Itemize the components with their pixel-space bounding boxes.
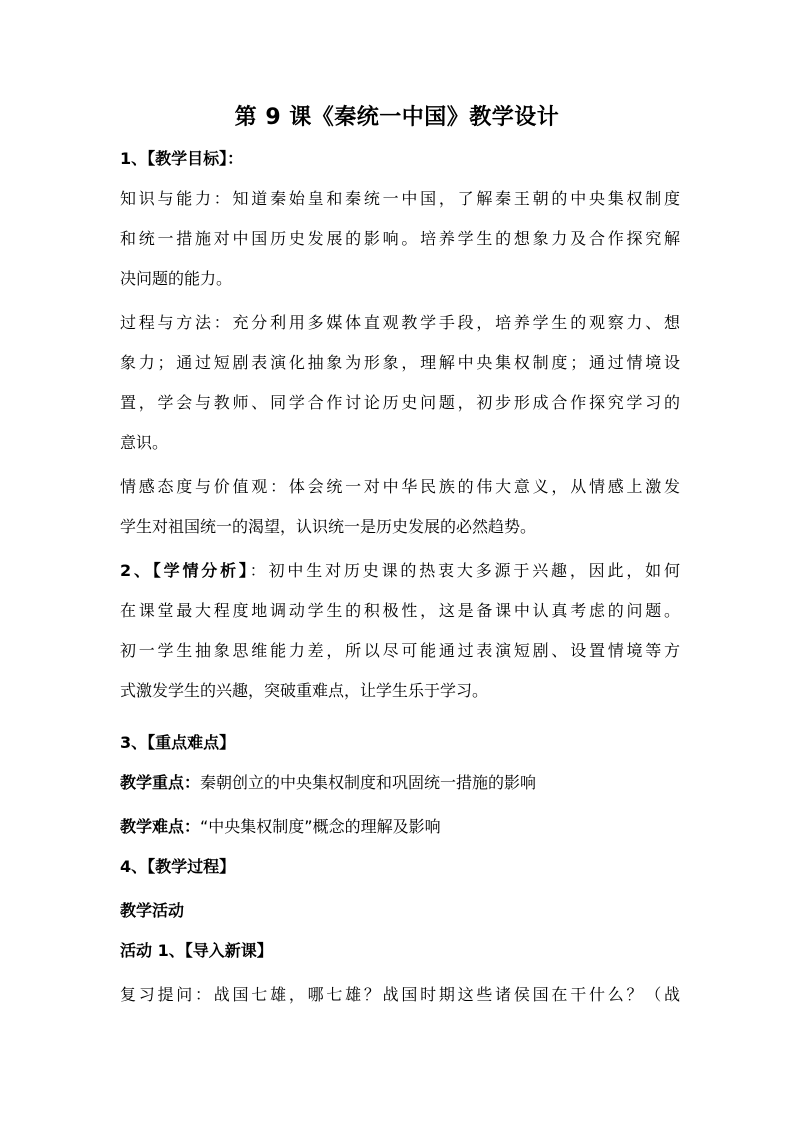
page-title: 第 9 课《秦统一中国》教学设计: [234, 105, 560, 130]
section-learner-analysis-heading: 2、【学情分析】: [120, 561, 250, 580]
key-point-label: 教学重点：: [120, 773, 201, 792]
learner-analysis-line-2: 在课堂最大程度地调动学生的积极性，这是备课中认真考虑的问题。: [120, 601, 680, 620]
difficult-point-text: “中央集权制度”概念的理解及影响: [200, 817, 441, 836]
teaching-activities-heading: 教学活动: [120, 901, 185, 920]
goal-process-line-2: 象力；通过短剧表演化抽象为形象，理解中央集权制度；通过情境设: [120, 353, 680, 372]
difficult-point-line: [120, 815, 680, 839]
learner-analysis-line-4: 式激发学生的兴趣，突破重难点，让学生乐于学习。: [120, 681, 489, 700]
key-point-text: 秦朝创立的中央集权制度和巩固统一措施的影响: [200, 773, 537, 792]
goal-knowledge-line-2: 和统一措施对中国历史发展的影响。培养学生的想象力及合作探究解: [120, 229, 680, 248]
goal-emotion-line-1: 情感态度与价值观：体会统一对中华民族的伟大意义，从情感上激发: [120, 477, 680, 496]
learner-analysis-line-1: [120, 559, 680, 583]
learner-analysis-line-1-text: ：初中生对历史课的热衷大多源于兴趣，因此，如何: [249, 561, 680, 580]
key-point-line: [120, 771, 680, 795]
goal-process-line-1: 过程与方法：充分利用多媒体直观教学手段，培养学生的观察力、想: [120, 313, 680, 332]
goal-knowledge-line-3: 决问题的能力。: [120, 269, 233, 288]
goal-process-line-4: 意识。: [120, 433, 169, 452]
section-key-difficult-heading: 3、【重点难点】: [120, 733, 236, 752]
difficult-point-label: 教学难点：: [120, 817, 201, 836]
section-teaching-goals-heading: 1、【教学目标】：: [120, 149, 244, 168]
goal-process-line-3: 置，学会与教师、同学合作讨论历史问题，初步形成合作探究学习的: [120, 393, 680, 412]
section-teaching-process-heading: 4、【教学过程】: [120, 857, 236, 876]
activity-1-heading: 活动 1、【导入新课】: [120, 941, 273, 960]
goal-emotion-line-2: 学生对祖国统一的渴望，认识统一是历史发展的必然趋势。: [120, 517, 537, 536]
review-question-line: 复习提问：战国七雄，哪七雄？战国时期这些诸侯国在干什么？（战: [120, 985, 680, 1004]
goal-knowledge-line-1: 知识与能力：知道秦始皇和秦统一中国，了解秦王朝的中央集权制度: [120, 189, 680, 208]
learner-analysis-line-3: 初一学生抽象思维能力差，所以尽可能通过表演短剧、设置情境等方: [120, 641, 680, 660]
